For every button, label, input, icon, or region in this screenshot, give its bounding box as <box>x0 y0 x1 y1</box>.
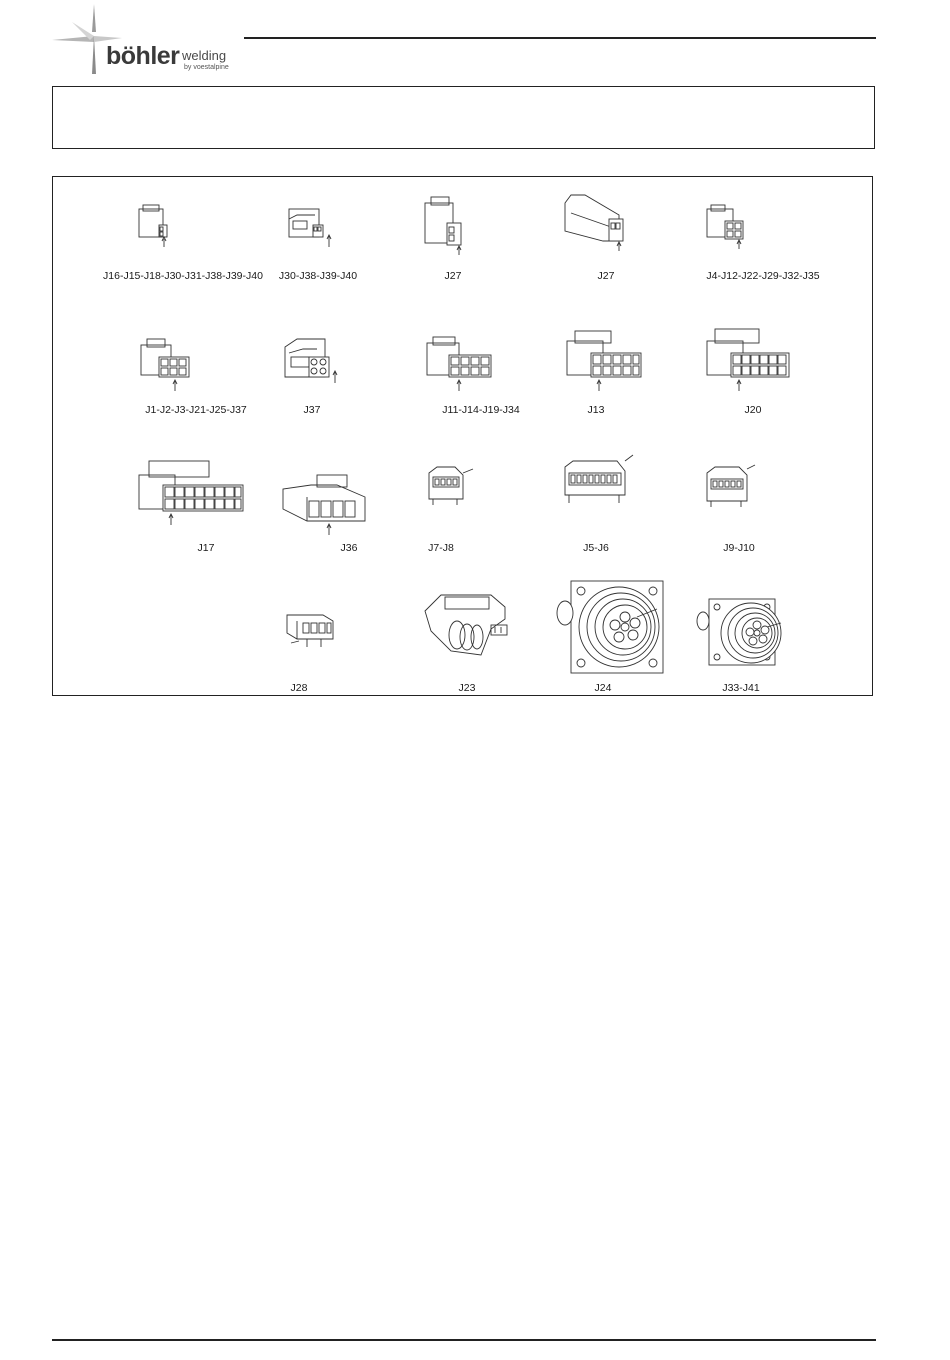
connector-label: J23 <box>458 682 476 694</box>
connector-label: J11-J14-J19-J34 <box>442 404 520 416</box>
title-box <box>52 86 875 149</box>
header-divider <box>244 37 876 39</box>
connector-label: J5-J6 <box>583 542 609 554</box>
connector-label: J36 <box>340 542 358 554</box>
brand-suffix: welding <box>182 48 227 63</box>
connector-label: J27 <box>444 270 462 282</box>
connector-label: J37 <box>303 404 321 416</box>
connector-label: J28 <box>290 682 308 694</box>
connector-label: J1-J2-J3-J21-J25-J37 <box>145 404 247 416</box>
connector-label: J27 <box>597 270 615 282</box>
connector-label: J9-J10 <box>723 542 755 554</box>
connector-label: J13 <box>587 404 605 416</box>
connector-label: J17 <box>197 542 215 554</box>
connector-panel <box>52 176 873 696</box>
brand-name: böhler <box>106 42 180 70</box>
connector-label: J7-J8 <box>428 542 454 554</box>
connector-label: J24 <box>594 682 612 694</box>
connector-label: J33-J41 <box>722 682 760 694</box>
page-header <box>0 0 950 80</box>
footer-divider <box>52 1339 876 1341</box>
connector-label: J20 <box>744 404 762 416</box>
connector-label: J4-J12-J22-J29-J32-J35 <box>706 270 820 282</box>
connector-label: J30-J38-J39-J40 <box>278 270 358 282</box>
brand-tagline: by voestalpine <box>184 64 229 71</box>
bohler-welding-logo <box>52 2 252 78</box>
connector-label: J16-J15-J18-J30-J31-J38-J39-J40 <box>103 270 263 282</box>
